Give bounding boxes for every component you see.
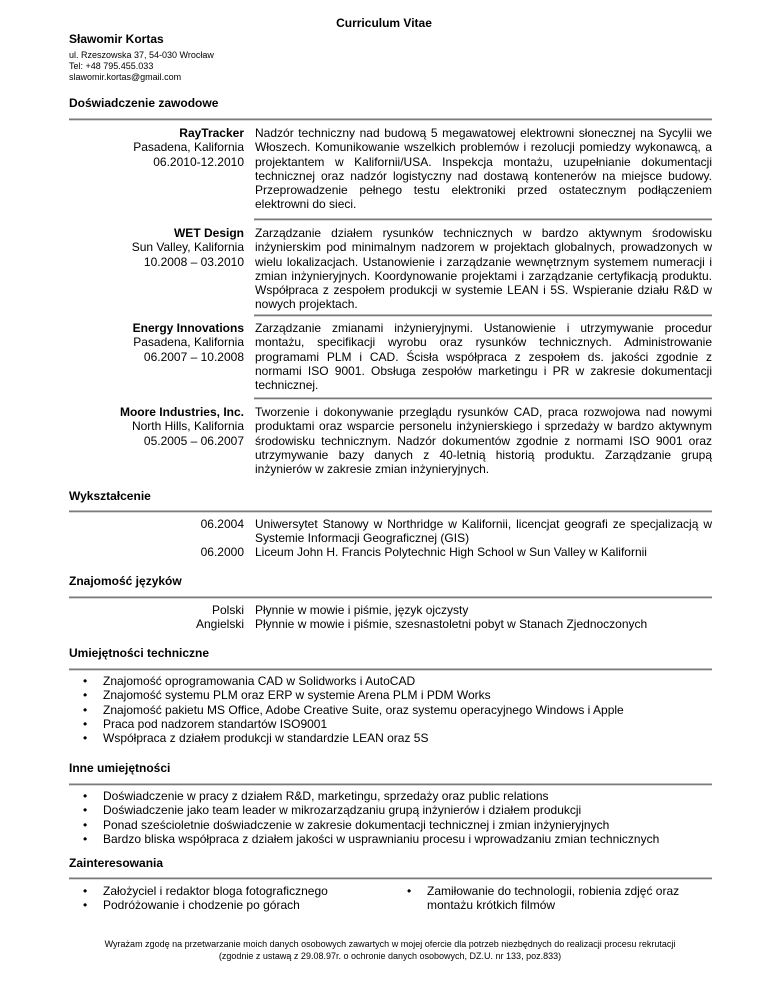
list-item: • Zamiłowanie do technologii, robienia zdjęć oraz montażu krótkich filmów: [407, 884, 680, 913]
entry-rule: [254, 397, 712, 400]
list-item: • Bardzo bliska współpraca z działem jakości w usprawnianiu procesu i wprowadzaniu zmian technicznych: [83, 831, 660, 846]
list-item: • Współpraca z działem produkcji w standardzie LEAN oraz 5S: [83, 731, 429, 746]
address: ul. Rzeszowska 37, 54-030 Wrocław: [69, 50, 214, 60]
job-location: North Hills, Kalifornia: [131, 419, 244, 434]
section-rule: [69, 668, 712, 671]
job-company: WET Design: [173, 226, 244, 240]
job-meta: [69, 405, 244, 448]
job-dates: 10.2008 – 03.2010: [143, 254, 244, 269]
education-date: 06.2004: [200, 517, 244, 531]
list-item: • Doświadczenie jako team leader w mikrozarządzaniu grupą inżynierów i działem produkcji: [83, 803, 582, 818]
bullet-icon: •: [407, 884, 412, 898]
job-location: Pasadena, Kalifornia: [133, 335, 244, 350]
bullet-icon: •: [83, 803, 88, 818]
section-title-tech-skills: Umiejętności techniczne: [69, 646, 210, 660]
language-level: Płynnie w mowie i piśmie, szesnastoletni pobyt w Stanach Zjednoczonych: [255, 617, 648, 631]
entry-rule: [254, 218, 712, 221]
job-description: Tworzenie i dokonywanie przeglądu rysunków CAD, praca rozwojowa nad nowymi produktami oraz wsparcie personelu inżynierskiego i sprzedaży w bardzo aktywnym środowisku technicznym. Nadzór dokumentów zgodnie z normami ISO 9001 oraz utrzymywanie bazy danych z 40-letnią historią produktu. Zarządzanie grupą inżynierów w zakresie zmian inżynieryjnych.: [255, 405, 712, 477]
job-meta: [69, 226, 244, 269]
bullet-icon: •: [83, 688, 88, 703]
job-company: Moore Industries, Inc.: [119, 405, 244, 419]
list-item: • Praca pod nadzorem standartów ISO9001: [83, 716, 328, 731]
language-name: Angielski: [195, 617, 244, 631]
language-level: Płynnie w mowie i piśmie, język ojczysty: [255, 603, 469, 617]
phone: Tel: +48 795.455.033: [69, 61, 154, 71]
bullet-icon: •: [83, 884, 88, 898]
document-title: Curriculum Vitae: [336, 16, 432, 30]
education-date: 06.2000: [200, 545, 244, 559]
job-description: Nadzór techniczny nad budową 5 megawatowej elektrowni słonecznej na Sycylii we Włoszech. Komunikowanie wszelkich problemów i rezolucji pomiedzy wykonawcą, a projektantem w Kalifornii/USA. Inspekcja montażu, uzupełnianie dokumentacji technicznej oraz nadzór logistyczny nad dostawą kontenerów na miejsce budowy. Przeprowadzenie pełnego testu elektroniki przed ostatecznym podłączeniem elektrowni do sieci.: [255, 126, 712, 212]
job-dates: 05.2005 – 06.2007: [143, 433, 244, 448]
list-item: • Podróżowanie i chodzenie po górach: [83, 898, 300, 913]
interests-list-left: [69, 884, 389, 913]
job-meta: [69, 321, 244, 364]
job-dates: 06.2010-12.2010: [153, 154, 244, 169]
section-title-languages: Znajomość języków: [69, 574, 182, 588]
other-skills-list: [69, 789, 712, 846]
bullet-icon: •: [83, 716, 88, 731]
bullet-icon: •: [83, 898, 88, 913]
section-title-experience: Doświadczenie zawodowe: [69, 96, 219, 110]
list-item: • Ponad sześcioletnie doświadczenie w zakresie dokumentacji technicznej i zmian inżynieryjnych: [83, 817, 610, 832]
contact-block: [69, 50, 214, 83]
language-name: Polski: [211, 603, 244, 617]
education-text: Liceum John H. Francis Polytechnic High School w Sun Valley w Kalifornii: [255, 545, 647, 559]
bullet-icon: •: [83, 674, 88, 688]
job-company: Energy Innovations: [132, 321, 244, 335]
section-title-interests: Zainteresowania: [69, 856, 164, 870]
list-item: • Znajomość oprogramowania CAD w Solidworks i AutoCAD: [83, 674, 416, 688]
bullet-icon: •: [83, 702, 88, 717]
entry-rule: [254, 314, 712, 317]
job-location: Pasadena, Kalifornia: [133, 140, 244, 155]
bullet-icon: •: [83, 831, 88, 846]
job-meta: [69, 126, 244, 169]
gdpr-consent-note: Wyrażam zgodę na przetwarzanie moich danych osobowych zawartych w mojej ofercie dla potrzeb niezbędnych do realizacji procesu rekrutacji (zgodnie z ustawą z 29.08.97r. o ochronie danych osobowych, DZ.U. nr 133, poz.833): [104, 939, 676, 961]
section-title-other-skills: Inne umiejętności: [69, 761, 171, 775]
candidate-name: Sławomir Kortas: [69, 32, 164, 46]
job-dates: 06.2007 – 10.2008: [143, 349, 244, 364]
section-rule: [69, 510, 712, 513]
list-item: • Założyciel i redaktor bloga fotograficznego: [83, 884, 328, 898]
education-text: Uniwersytet Stanowy w Northridge w Kalifornii, licencjat geografi ze specjalizacją w Systemie Informacji Geograficznej (GIS): [255, 517, 712, 546]
section-title-education: Wykształcenie: [69, 489, 151, 503]
email: slawomir.kortas@gmail.com: [69, 72, 182, 82]
job-description: Zarządzanie zmianami inżynieryjnymi. Ustanowienie i utrzymywanie procedur montażu, specifikacji wyrobu oraz rysunków technicznych. Administrowanie programami PLM i CAD. Ścisła współpraca z zespołem ds. jakości zgodnie z normami ISO 9001. Obsługa zespołów marketingu i PR w zakresie dokumentacji technicznej.: [255, 321, 712, 393]
bullet-icon: •: [83, 731, 88, 746]
job-description: Zarządzanie działem rysunków technicznych w bardzo aktywnym środowisku inżynierskim pod minimalnym nadzorem w projektach globalnych, prowadzonych w wielu lokalizacjach. Ustanowienie i zarządzanie wewnętrznym systemem numeracji i zmian inżynieryjnych. Koordynowanie projektami i zarządzanie certyfikacją produktu. Współpraca z zespołem produkcji w systemie LEAN i 5S. Wspieranie działu R&D w nowych projektach.: [255, 226, 712, 312]
bullet-icon: •: [83, 817, 88, 832]
list-item: • Znajomość systemu PLM oraz ERP w systemie Arena PLM i PDM Works: [83, 688, 491, 703]
list-item: • Doświadczenie w pracy z działem R&D, marketingu, sprzedaży oraz public relations: [83, 789, 549, 803]
section-rule: [69, 118, 712, 121]
section-rule: [69, 783, 712, 786]
section-rule: [69, 877, 712, 880]
interests-list-right: [393, 884, 713, 913]
bullet-icon: •: [83, 789, 88, 803]
list-item: • Znajomość pakietu MS Office, Adobe Creative Suite, oraz systemu operacyjnego Windows i Apple: [83, 702, 624, 717]
tech-skills-list: [69, 674, 712, 745]
job-location: Sun Valley, Kalifornia: [131, 240, 244, 255]
section-rule: [69, 596, 712, 599]
job-company: RayTracker: [179, 126, 244, 140]
